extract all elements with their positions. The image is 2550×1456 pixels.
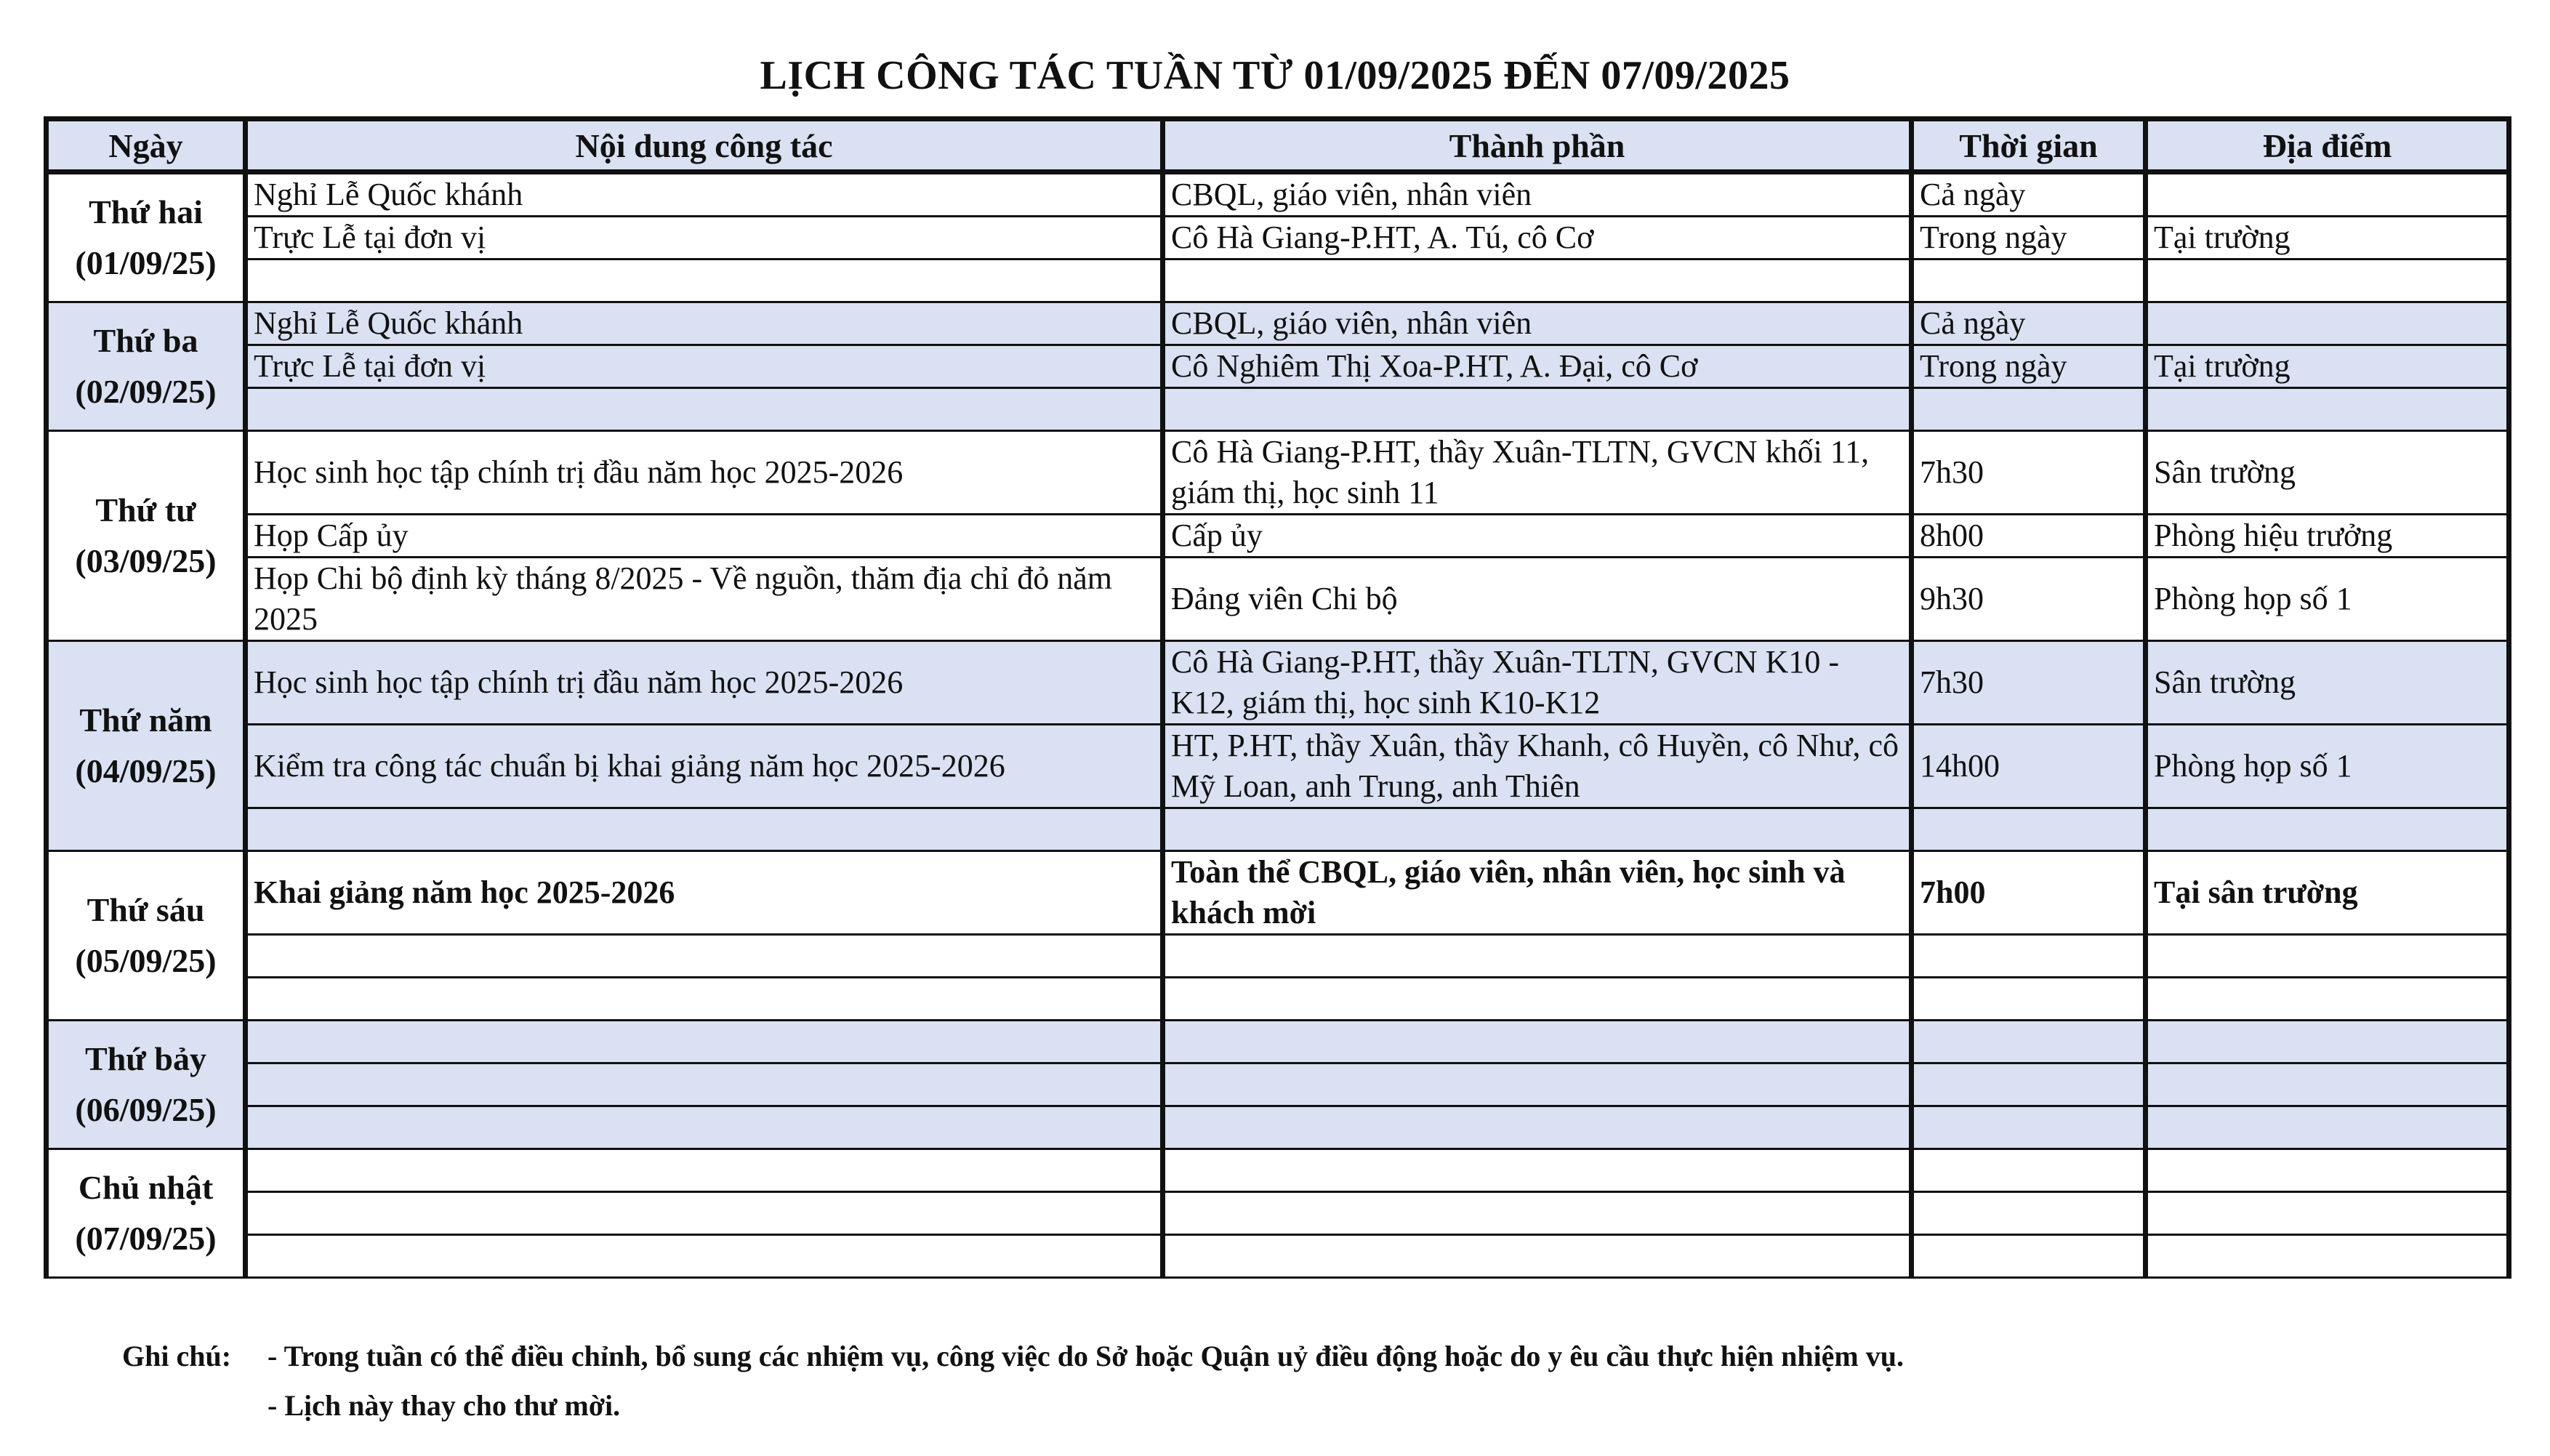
location-cell [2146,1063,2509,1106]
time-cell [1912,1149,2146,1192]
content-cell: Nghỉ Lễ Quốc khánh [246,302,1163,345]
members-cell: Đảng viên Chi bộ [1163,558,1912,641]
header-content: Nội dung công tác [246,119,1163,172]
time-cell [1912,1192,2146,1235]
members-cell: Toàn thể CBQL, giáo viên, nhân viên, học sinh và khách mời [1163,851,1912,935]
day-name: Chủ nhật [78,1169,214,1206]
location-cell: Phòng họp số 1 [2146,725,2509,808]
time-cell [1912,808,2146,851]
day-date: (03/09/25) [75,542,217,579]
time-cell: 7h30 [1912,641,2146,725]
content-cell [246,388,1163,431]
members-cell [1163,1149,1912,1192]
day-cell [47,1149,246,1278]
location-cell [2146,1021,2509,1063]
table-row [47,388,2509,431]
location-cell [2146,172,2509,217]
content-cell: Khai giảng năm học 2025-2026 [246,851,1163,935]
location-cell [2146,978,2509,1021]
table-row [47,345,2509,388]
day-cell [47,641,246,851]
time-cell [1912,978,2146,1021]
day-cell [47,172,246,302]
time-cell: Trong ngày [1912,217,2146,260]
members-cell: Cô Hà Giang-P.HT, thầy Xuân-TLTN, GVCN khối 11, giám thị, học sinh 11 [1163,431,1912,515]
members-cell [1163,978,1912,1021]
table-row [47,1021,2509,1063]
content-cell [246,260,1163,302]
members-cell: HT, P.HT, thầy Xuân, thầy Khanh, cô Huyền, cô Như, cô Mỹ Loan, anh Trung, anh Thiên [1163,725,1912,808]
members-cell [1163,808,1912,851]
day-name: Thứ tư [95,491,196,528]
day-name: Thứ ba [93,322,198,359]
table-row [47,515,2509,558]
location-cell: Tại trường [2146,345,2509,388]
content-cell [246,1021,1163,1063]
day-date: (01/09/25) [75,244,217,281]
time-cell [1912,1235,2146,1278]
time-cell: 14h00 [1912,725,2146,808]
table-row [47,641,2509,725]
table-row [47,808,2509,851]
day-cell [47,851,246,1021]
location-cell [2146,935,2509,978]
content-cell: Trực Lễ tại đơn vị [246,217,1163,260]
content-cell: Học sinh học tập chính trị đầu năm học 2025-2026 [246,641,1163,725]
location-cell: Tại sân trường [2146,851,2509,935]
day-date: (05/09/25) [75,942,217,979]
note-line-1 [122,1332,1904,1381]
header-time: Thời gian [1912,119,2146,172]
members-cell [1163,1063,1912,1106]
content-cell [246,935,1163,978]
table-row [47,851,2509,935]
location-cell: Tại trường [2146,217,2509,260]
day-name: Thứ hai [89,193,203,230]
members-cell [1163,260,1912,302]
members-cell [1163,1192,1912,1235]
table-row [47,725,2509,808]
day-name: Thứ năm [79,701,212,739]
day-cell [47,431,246,641]
table-row [47,172,2509,217]
notes-label: Ghi chú: [122,1340,232,1372]
time-cell [1912,388,2146,431]
content-cell: Kiểm tra công tác chuẩn bị khai giảng năm học 2025-2026 [246,725,1163,808]
day-cell [47,1021,246,1149]
header-location: Địa điểm [2146,119,2509,172]
note-line-2: - Lịch này thay cho thư mời. [268,1389,621,1422]
time-cell: 9h30 [1912,558,2146,641]
location-cell [2146,260,2509,302]
location-cell [2146,388,2509,431]
time-cell [1912,1021,2146,1063]
content-cell: Nghỉ Lễ Quốc khánh [246,172,1163,217]
time-cell: 7h30 [1912,431,2146,515]
content-cell [246,1063,1163,1106]
notes [122,1332,1904,1431]
table-row [47,935,2509,978]
location-cell: Phòng hiệu trưởng [2146,515,2509,558]
content-cell: Trực Lễ tại đơn vị [246,345,1163,388]
time-cell: Trong ngày [1912,345,2146,388]
day-name: Thứ sáu [87,891,205,928]
time-cell: 7h00 [1912,851,2146,935]
content-cell [246,1235,1163,1278]
members-cell: Cô Nghiêm Thị Xoa-P.HT, A. Đại, cô Cơ [1163,345,1912,388]
day-date: (07/09/25) [75,1220,217,1257]
table-row [47,260,2509,302]
content-cell: Họp Cấp ủy [246,515,1163,558]
time-cell: 8h00 [1912,515,2146,558]
time-cell [1912,1106,2146,1149]
location-cell [2146,302,2509,345]
day-name: Thứ bảy [85,1040,206,1077]
members-cell: Cấp ủy [1163,515,1912,558]
members-cell [1163,1106,1912,1149]
time-cell: Cả ngày [1912,172,2146,217]
table-row [47,1149,2509,1192]
table-row [47,302,2509,345]
table-row [47,431,2509,515]
time-cell [1912,935,2146,978]
table-row [47,558,2509,641]
members-cell: Cô Hà Giang-P.HT, thầy Xuân-TLTN, GVCN K10 - K12, giám thị, học sinh K10-K12 [1163,641,1912,725]
day-date: (06/09/25) [75,1091,217,1128]
day-date: (04/09/25) [75,752,217,789]
weekly-schedule-table [44,116,2511,1279]
note-text-1: - Trong tuần có thể điều chỉnh, bổ sung các nhiệm vụ, công việc do Sở hoặc Quận uỷ điều động hoặc do y êu cầu thực hiện nhiệm vụ. [268,1340,1904,1372]
content-cell: Họp Chi bộ định kỳ tháng 8/2025 - Về nguồn, thăm địa chỉ đỏ năm 2025 [246,558,1163,641]
location-cell: Sân trường [2146,641,2509,725]
members-cell: CBQL, giáo viên, nhân viên [1163,302,1912,345]
table-row [47,217,2509,260]
schedule-body [47,172,2509,1278]
location-cell [2146,1235,2509,1278]
table-row [47,1106,2509,1149]
day-date: (02/09/25) [75,373,217,410]
time-cell [1912,260,2146,302]
location-cell [2146,1106,2509,1149]
table-row [47,1063,2509,1106]
day-cell [47,302,246,431]
members-cell [1163,1235,1912,1278]
header-row [47,119,2509,172]
members-cell [1163,1021,1912,1063]
content-cell [246,978,1163,1021]
location-cell [2146,808,2509,851]
members-cell: Cô Hà Giang-P.HT, A. Tú, cô Cơ [1163,217,1912,260]
table-row [47,978,2509,1021]
header-day: Ngày [47,119,246,172]
table-row [47,1192,2509,1235]
content-cell: Học sinh học tập chính trị đầu năm học 2025-2026 [246,431,1163,515]
time-cell: Cả ngày [1912,302,2146,345]
location-cell: Phòng họp số 1 [2146,558,2509,641]
members-cell [1163,935,1912,978]
location-cell [2146,1149,2509,1192]
content-cell [246,1106,1163,1149]
members-cell: CBQL, giáo viên, nhân viên [1163,172,1912,217]
content-cell [246,1192,1163,1235]
header-members: Thành phần [1163,119,1912,172]
location-cell: Sân trường [2146,431,2509,515]
time-cell [1912,1063,2146,1106]
content-cell [246,1149,1163,1192]
page-title: LỊCH CÔNG TÁC TUẦN TỪ 01/09/2025 ĐẾN 07/09/2025 [760,53,1790,98]
location-cell [2146,1192,2509,1235]
content-cell [246,808,1163,851]
members-cell [1163,388,1912,431]
table-row [47,1235,2509,1278]
